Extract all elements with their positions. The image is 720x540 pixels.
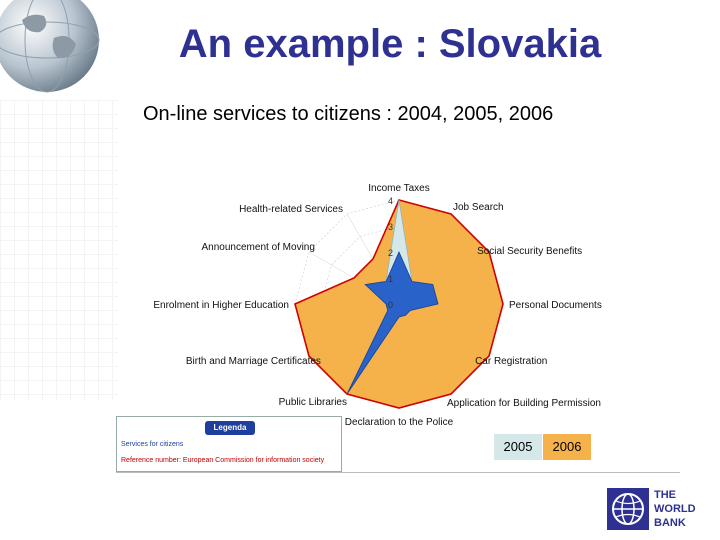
- category-label: Announcement of Moving: [201, 242, 315, 253]
- category-label: Birth and Marriage Certificates: [185, 356, 321, 367]
- radial-tick-label: 3: [388, 222, 394, 232]
- category-label: Declaration to the Police: [344, 417, 454, 428]
- legend-header: Legenda: [205, 421, 255, 435]
- radial-tick-label: 1: [388, 274, 394, 284]
- radial-tick-label: 0: [388, 300, 394, 310]
- slide-subtitle: On-line services to citizens : 2004, 2005, 2006: [143, 103, 554, 125]
- legend-2005: 2005: [494, 434, 542, 460]
- category-label: Income Taxes: [368, 183, 430, 194]
- background-grid: [0, 100, 118, 400]
- legend-panel: [116, 416, 342, 472]
- category-label: Personal Documents: [509, 300, 602, 311]
- divider: [116, 472, 680, 473]
- category-label: Enrolment in Higher Education: [153, 300, 289, 311]
- legend-line-services: Services for citizens: [121, 441, 184, 448]
- category-label: Social Security Benefits: [477, 246, 583, 257]
- category-label: Application for Building Permission: [447, 398, 601, 410]
- category-label: Health-related Services: [239, 203, 343, 215]
- category-label: Job Search: [453, 201, 504, 213]
- legend-line-reference: Reference number: European Commission for information society: [121, 457, 325, 464]
- radial-tick-label: 2: [388, 248, 394, 258]
- radial-tick-label: 4: [388, 196, 394, 206]
- world-bank-logo-icon: [607, 488, 649, 530]
- slide-title: An example : Slovakia: [178, 22, 602, 66]
- radar-chart: [120, 175, 640, 435]
- category-label: Car Registration: [475, 356, 548, 367]
- world-bank-logo-text: THE WORLD BANK: [654, 489, 696, 529]
- category-label: Public Libraries: [278, 397, 347, 409]
- legend-2006: 2006: [543, 434, 591, 460]
